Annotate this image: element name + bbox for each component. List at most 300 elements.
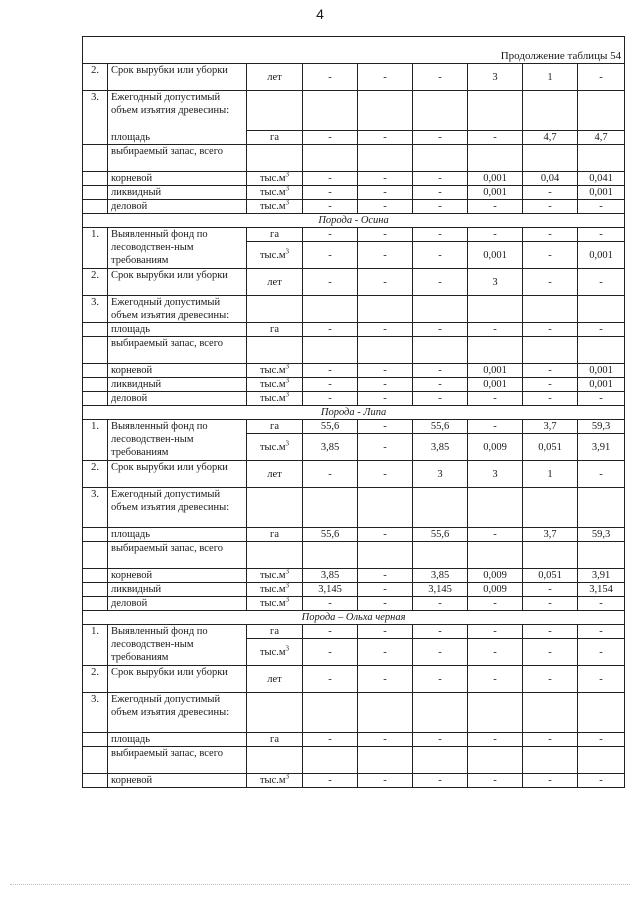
value-cell: 3,7 — [523, 420, 578, 434]
row-unit: $тыс.м^3$ — [247, 434, 303, 461]
row-unit: $тыс.м^3$ — [247, 583, 303, 597]
value-cell — [413, 145, 468, 172]
value-cell: 0,009 — [468, 434, 523, 461]
value-cell: - — [358, 625, 413, 639]
row-number — [83, 145, 108, 172]
row-name: площадь — [108, 733, 247, 747]
value-cell — [468, 145, 523, 172]
value-cell — [578, 91, 625, 131]
value-cell: - — [358, 434, 413, 461]
value-cell — [303, 488, 358, 528]
value-cell: - — [303, 228, 358, 242]
value-cell: - — [413, 64, 468, 91]
value-cell: - — [413, 639, 468, 666]
value-cell: - — [523, 200, 578, 214]
value-cell: - — [523, 733, 578, 747]
value-cell: - — [303, 625, 358, 639]
row-number: 3. — [83, 693, 108, 733]
row-number: 3. — [83, 296, 108, 323]
value-cell: 0,001 — [468, 378, 523, 392]
row-unit: $тыс.м^3$ — [247, 569, 303, 583]
value-cell: - — [413, 323, 468, 337]
value-cell — [468, 747, 523, 774]
value-cell: - — [303, 172, 358, 186]
value-cell: 55,6 — [303, 420, 358, 434]
row-number — [83, 172, 108, 186]
value-cell: 0,009 — [468, 569, 523, 583]
value-cell: 59,3 — [578, 420, 625, 434]
value-cell: - — [578, 461, 625, 488]
value-cell — [578, 337, 625, 364]
section-row — [83, 611, 625, 625]
value-cell: - — [578, 639, 625, 666]
row-unit — [247, 337, 303, 364]
value-cell: - — [413, 186, 468, 200]
table-row — [83, 91, 625, 131]
value-cell: - — [468, 528, 523, 542]
value-cell: - — [358, 378, 413, 392]
page-number: 4 — [316, 6, 324, 22]
table-row — [83, 461, 625, 488]
row-number — [83, 364, 108, 378]
value-cell: - — [523, 625, 578, 639]
row-unit: $тыс.м^3$ — [247, 378, 303, 392]
value-cell: - — [413, 774, 468, 788]
continuation-label: Продолжение таблицы 54 — [83, 37, 625, 64]
section-title: Порода – Ольха черная — [83, 611, 625, 625]
value-cell: 1 — [523, 461, 578, 488]
table-row — [83, 528, 625, 542]
row-unit — [247, 747, 303, 774]
row-unit: $тыс.м^3$ — [247, 242, 303, 269]
table-row — [83, 666, 625, 693]
value-cell: - — [413, 364, 468, 378]
row-unit: лет — [247, 666, 303, 693]
value-cell: 55,6 — [303, 528, 358, 542]
row-unit: га — [247, 625, 303, 639]
value-cell: - — [303, 269, 358, 296]
value-cell: - — [358, 131, 413, 145]
row-number — [83, 131, 108, 145]
value-cell — [303, 747, 358, 774]
row-name: Ежегодный допустимый объем изъятия древесины: — [108, 488, 247, 528]
row-number: 3. — [83, 91, 108, 131]
row-unit: га — [247, 323, 303, 337]
value-cell: - — [413, 269, 468, 296]
value-cell: - — [413, 200, 468, 214]
row-unit: $тыс.м^3$ — [247, 639, 303, 666]
table-row — [83, 774, 625, 788]
value-cell: - — [523, 364, 578, 378]
row-name: выбираемый запас, всего — [108, 542, 247, 569]
row-name: площадь — [108, 131, 247, 145]
value-cell: 3 — [468, 461, 523, 488]
section-title: Порода - Осина — [83, 214, 625, 228]
row-unit: га — [247, 420, 303, 434]
value-cell — [303, 693, 358, 733]
value-cell: 0,04 — [523, 172, 578, 186]
row-name: Срок вырубки или уборки — [108, 64, 247, 91]
table-row — [83, 747, 625, 774]
row-name: ликвидный — [108, 186, 247, 200]
value-cell: 55,6 — [413, 420, 468, 434]
table-row — [83, 733, 625, 747]
value-cell — [578, 145, 625, 172]
value-cell — [523, 542, 578, 569]
value-cell: - — [578, 774, 625, 788]
value-cell: - — [303, 639, 358, 666]
row-number — [83, 392, 108, 406]
value-cell: - — [358, 364, 413, 378]
value-cell — [523, 693, 578, 733]
row-number — [83, 186, 108, 200]
row-number — [83, 733, 108, 747]
row-name: площадь — [108, 323, 247, 337]
value-cell: 3,145 — [413, 583, 468, 597]
row-name: выбираемый запас, всего — [108, 145, 247, 172]
value-cell — [358, 145, 413, 172]
row-number: 2. — [83, 64, 108, 91]
row-unit: га — [247, 131, 303, 145]
table-row — [83, 200, 625, 214]
value-cell — [413, 693, 468, 733]
value-cell: - — [413, 666, 468, 693]
value-cell — [578, 693, 625, 733]
value-cell: - — [358, 733, 413, 747]
row-number — [83, 378, 108, 392]
value-cell — [523, 337, 578, 364]
table-row — [83, 186, 625, 200]
value-cell: - — [578, 666, 625, 693]
value-cell — [413, 747, 468, 774]
value-cell — [468, 337, 523, 364]
value-cell: - — [303, 392, 358, 406]
value-cell: - — [523, 269, 578, 296]
row-unit: $тыс.м^3$ — [247, 172, 303, 186]
row-name: ликвидный — [108, 583, 247, 597]
row-number — [83, 747, 108, 774]
value-cell: - — [468, 639, 523, 666]
value-cell: - — [413, 392, 468, 406]
value-cell: - — [358, 639, 413, 666]
value-cell: 0,001 — [468, 172, 523, 186]
value-cell: - — [468, 131, 523, 145]
row-unit — [247, 488, 303, 528]
value-cell: - — [468, 597, 523, 611]
row-unit: га — [247, 228, 303, 242]
value-cell: 0,001 — [578, 186, 625, 200]
row-unit — [247, 542, 303, 569]
value-cell: - — [303, 242, 358, 269]
value-cell: 0,001 — [468, 364, 523, 378]
value-cell: 0,051 — [523, 569, 578, 583]
value-cell: - — [303, 131, 358, 145]
value-cell: - — [523, 392, 578, 406]
value-cell — [358, 91, 413, 131]
forest-table — [82, 36, 625, 788]
row-unit: $тыс.м^3$ — [247, 364, 303, 378]
value-cell: 3,7 — [523, 528, 578, 542]
row-unit: лет — [247, 269, 303, 296]
value-cell: - — [413, 131, 468, 145]
table-row — [83, 145, 625, 172]
section-row — [83, 214, 625, 228]
row-number — [83, 542, 108, 569]
value-cell: 3,154 — [578, 583, 625, 597]
value-cell: - — [468, 774, 523, 788]
value-cell: 0,001 — [578, 378, 625, 392]
row-name: ликвидный — [108, 378, 247, 392]
row-number: 2. — [83, 666, 108, 693]
row-unit: $тыс.м^3$ — [247, 774, 303, 788]
row-unit: лет — [247, 64, 303, 91]
table-row — [83, 172, 625, 186]
value-cell — [578, 296, 625, 323]
row-name: Ежегодный допустимый объем изъятия древесины: — [108, 693, 247, 733]
value-cell: 55,6 — [413, 528, 468, 542]
value-cell: - — [578, 597, 625, 611]
row-name: Срок вырубки или уборки — [108, 666, 247, 693]
value-cell: - — [523, 186, 578, 200]
value-cell: - — [413, 625, 468, 639]
value-cell: - — [523, 228, 578, 242]
row-name: выбираемый запас, всего — [108, 747, 247, 774]
value-cell: - — [358, 569, 413, 583]
value-cell: - — [303, 64, 358, 91]
value-cell: 3,85 — [303, 569, 358, 583]
value-cell: - — [303, 186, 358, 200]
value-cell: - — [523, 583, 578, 597]
value-cell — [468, 296, 523, 323]
table-row — [83, 569, 625, 583]
value-cell — [468, 693, 523, 733]
value-cell — [413, 337, 468, 364]
row-name: Выявленный фонд по лесоводствен-ным требованиям — [108, 228, 247, 269]
table-row — [83, 542, 625, 569]
value-cell: - — [358, 186, 413, 200]
row-unit — [247, 296, 303, 323]
row-number: 3. — [83, 488, 108, 528]
value-cell — [303, 542, 358, 569]
value-cell: - — [358, 461, 413, 488]
value-cell: 59,3 — [578, 528, 625, 542]
value-cell — [413, 91, 468, 131]
value-cell — [578, 542, 625, 569]
row-name: Ежегодный допустимый объем изъятия древесины: — [108, 296, 247, 323]
value-cell — [358, 296, 413, 323]
value-cell — [468, 542, 523, 569]
value-cell: - — [468, 733, 523, 747]
row-unit — [247, 693, 303, 733]
continuation-row — [83, 37, 625, 64]
value-cell: - — [413, 597, 468, 611]
row-number — [83, 528, 108, 542]
row-unit: га — [247, 733, 303, 747]
value-cell — [358, 747, 413, 774]
row-name: корневой — [108, 364, 247, 378]
row-number — [83, 323, 108, 337]
table-row — [83, 337, 625, 364]
row-name: Выявленный фонд по лесоводствен-ным требованиям — [108, 420, 247, 461]
value-cell: 3,145 — [303, 583, 358, 597]
row-number: 1. — [83, 625, 108, 666]
value-cell: 3,91 — [578, 569, 625, 583]
row-number — [83, 337, 108, 364]
row-unit — [247, 91, 303, 131]
row-number — [83, 774, 108, 788]
value-cell: - — [523, 597, 578, 611]
value-cell: - — [468, 392, 523, 406]
value-cell: - — [303, 364, 358, 378]
value-cell: - — [303, 378, 358, 392]
value-cell: 4,7 — [578, 131, 625, 145]
value-cell: - — [468, 323, 523, 337]
value-cell: 0,051 — [523, 434, 578, 461]
table-row — [83, 269, 625, 296]
table-row — [83, 228, 625, 242]
row-number: 2. — [83, 461, 108, 488]
value-cell: - — [523, 323, 578, 337]
value-cell — [523, 91, 578, 131]
table-row — [83, 392, 625, 406]
row-name: площадь — [108, 528, 247, 542]
value-cell — [303, 337, 358, 364]
row-name: корневой — [108, 774, 247, 788]
table-row — [83, 64, 625, 91]
row-name: Ежегодный допустимый объем изъятия древесины: — [108, 91, 247, 131]
value-cell: - — [303, 666, 358, 693]
row-number — [83, 583, 108, 597]
value-cell: - — [523, 378, 578, 392]
value-cell — [413, 296, 468, 323]
value-cell: - — [303, 461, 358, 488]
table-row — [83, 131, 625, 145]
value-cell — [303, 296, 358, 323]
value-cell: 3,91 — [578, 434, 625, 461]
table-row — [83, 296, 625, 323]
value-cell: - — [358, 64, 413, 91]
page-footer-line — [10, 884, 630, 887]
value-cell: 3,85 — [413, 434, 468, 461]
value-cell — [523, 488, 578, 528]
row-unit: $тыс.м^3$ — [247, 200, 303, 214]
value-cell: - — [358, 583, 413, 597]
value-cell: 3 — [468, 64, 523, 91]
value-cell: 0,001 — [578, 364, 625, 378]
table-row — [83, 420, 625, 434]
value-cell: - — [523, 666, 578, 693]
value-cell: - — [303, 597, 358, 611]
value-cell: - — [468, 625, 523, 639]
value-cell: 0,041 — [578, 172, 625, 186]
value-cell — [303, 145, 358, 172]
section-row — [83, 406, 625, 420]
table-row — [83, 597, 625, 611]
value-cell: - — [358, 242, 413, 269]
table-row — [83, 488, 625, 528]
row-name: Срок вырубки или уборки — [108, 461, 247, 488]
value-cell: - — [468, 666, 523, 693]
row-unit — [247, 145, 303, 172]
value-cell: - — [468, 420, 523, 434]
value-cell: 0,009 — [468, 583, 523, 597]
value-cell: - — [578, 269, 625, 296]
value-cell: - — [358, 200, 413, 214]
value-cell: - — [578, 228, 625, 242]
value-cell: - — [358, 269, 413, 296]
value-cell: - — [303, 323, 358, 337]
row-name: корневой — [108, 569, 247, 583]
row-name: корневой — [108, 172, 247, 186]
value-cell: - — [358, 528, 413, 542]
value-cell — [413, 542, 468, 569]
value-cell: - — [358, 597, 413, 611]
value-cell: - — [578, 64, 625, 91]
value-cell: - — [358, 228, 413, 242]
value-cell: - — [358, 666, 413, 693]
row-number — [83, 569, 108, 583]
row-name: выбираемый запас, всего — [108, 337, 247, 364]
value-cell: 0,001 — [468, 186, 523, 200]
value-cell — [413, 488, 468, 528]
row-name: Срок вырубки или уборки — [108, 269, 247, 296]
value-cell: 0,001 — [468, 242, 523, 269]
value-cell: - — [358, 774, 413, 788]
row-number: 1. — [83, 228, 108, 269]
value-cell: 0,001 — [578, 242, 625, 269]
value-cell — [358, 488, 413, 528]
value-cell: - — [303, 733, 358, 747]
row-number: 1. — [83, 420, 108, 461]
value-cell — [468, 91, 523, 131]
row-name: деловой — [108, 392, 247, 406]
table-row — [83, 693, 625, 733]
value-cell — [468, 488, 523, 528]
value-cell: 3 — [468, 269, 523, 296]
value-cell: - — [523, 242, 578, 269]
value-cell: - — [413, 378, 468, 392]
value-cell: - — [468, 228, 523, 242]
value-cell: - — [413, 733, 468, 747]
table-row — [83, 583, 625, 597]
row-unit: $тыс.м^3$ — [247, 392, 303, 406]
value-cell: - — [468, 200, 523, 214]
value-cell — [358, 542, 413, 569]
row-unit: лет — [247, 461, 303, 488]
section-title: Порода - Липа — [83, 406, 625, 420]
value-cell: - — [358, 420, 413, 434]
table-row — [83, 323, 625, 337]
row-unit: га — [247, 528, 303, 542]
table-row — [83, 364, 625, 378]
row-name: деловой — [108, 597, 247, 611]
value-cell: 3 — [413, 461, 468, 488]
value-cell: - — [578, 200, 625, 214]
value-cell: - — [578, 625, 625, 639]
value-cell: - — [358, 172, 413, 186]
value-cell: 3,85 — [413, 569, 468, 583]
value-cell: - — [358, 323, 413, 337]
value-cell — [578, 747, 625, 774]
value-cell: - — [413, 228, 468, 242]
value-cell: - — [578, 323, 625, 337]
value-cell — [578, 488, 625, 528]
value-cell — [523, 296, 578, 323]
value-cell: - — [358, 392, 413, 406]
row-number: 2. — [83, 269, 108, 296]
value-cell: - — [303, 774, 358, 788]
value-cell: 1 — [523, 64, 578, 91]
